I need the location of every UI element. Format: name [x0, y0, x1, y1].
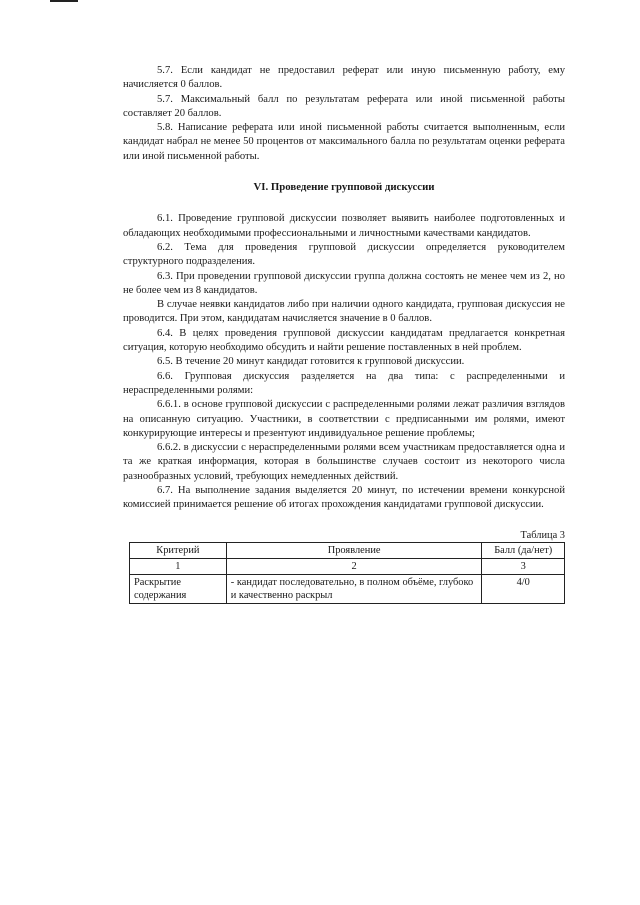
column-number: 1 [130, 558, 227, 574]
paragraph-6-7: 6.7. На выполнение задания выделяется 20 минут, по истечении времени конкурсной комиссией принимается решение об итогах прохождения кандидатами групповой дискуссии. [123, 485, 565, 511]
paragraph-6-6-2: 6.6.2. в дискуссии с нераспределенными ролями всем участникам предоставляется одна и та же краткая информация, которая в большинстве случаев состоит из некоторого числа разнообразных условий, требующих немедленных действий. [123, 442, 565, 482]
document-page [123, 64, 565, 604]
table-row [130, 574, 565, 603]
scan-artifact-line [50, 0, 78, 2]
cell-score: 4/0 [482, 574, 565, 603]
criteria-table [129, 542, 565, 604]
cell-criterion: Раскрытие содержания [130, 574, 227, 603]
paragraph-6-6: 6.6. Групповая дискуссия разделяется на два типа: с распределенными и нераспределенными ролями: [123, 370, 565, 396]
header-score: Балл (да/нет) [482, 542, 565, 558]
paragraph-6-6-1: 6.6.1. в основе групповой дискуссии с распределенными ролями лежат различия взглядов на описанную ситуацию. Участники, в соответствии с предписанными им ролями, имеют конкурирующие интересы и презентуют индивидуальное решение проблемы; [123, 399, 565, 439]
paragraph-5-7a: 5.7. Если кандидат не предоставил реферат или иную письменную работу, ему начисляется 0 баллов. [123, 65, 565, 91]
header-manifestation: Проявление [226, 542, 482, 558]
table-number-row [130, 558, 565, 574]
paragraph-6-5: 6.5. В течение 20 минут кандидат готовится к групповой дискуссии. [157, 356, 465, 368]
paragraph-6-2: 6.2. Тема для проведения групповой дискуссии определяется руководителем структурного подразделения. [123, 241, 565, 268]
paragraph-6-4: 6.4. В целях проведения групповой дискуссии кандидатам предлагается конкретная ситуация, которую необходимо обсудить и найти решение поставленных в ней проблем. [123, 327, 565, 354]
paragraph-6-3: 6.3. При проведении групповой дискуссии группа должна состоять не менее чем из 2, но не более чем из 8 кандидатов. [123, 270, 565, 296]
paragraph-absence: В случае неявки кандидатов либо при наличии одного кандидата, групповая дискуссия не проводится. При этом, кандидатам начисляется значение в 0 баллов. [123, 299, 565, 325]
header-criterion: Критерий [130, 542, 227, 558]
paragraph-6-1: 6.1. Проведение групповой дискуссии позволяет выявить наиболее подготовленных и обладающих необходимыми профессиональными и личностными качествами кандидатов. [123, 213, 565, 239]
column-number: 3 [482, 558, 565, 574]
table-caption: Таблица 3 [520, 529, 565, 541]
paragraph-5-7b: 5.7. Максимальный балл по результатам реферата или иной письменной работы составляет 20 баллов. [123, 93, 565, 119]
column-number: 2 [226, 558, 482, 574]
paragraph-5-8: 5.8. Написание реферата или иной письменной работы считается выполненным, если кандидат набрал не менее 50 процентов от максимального балла по результатам оценки реферата или иной письменной работы. [123, 122, 565, 162]
table-header-row [130, 542, 565, 558]
section-heading: VI. Проведение групповой дискуссии [253, 181, 435, 194]
cell-manifestation: - кандидат последовательно, в полном объёме, глубоко и качественно раскрыл [226, 574, 482, 603]
